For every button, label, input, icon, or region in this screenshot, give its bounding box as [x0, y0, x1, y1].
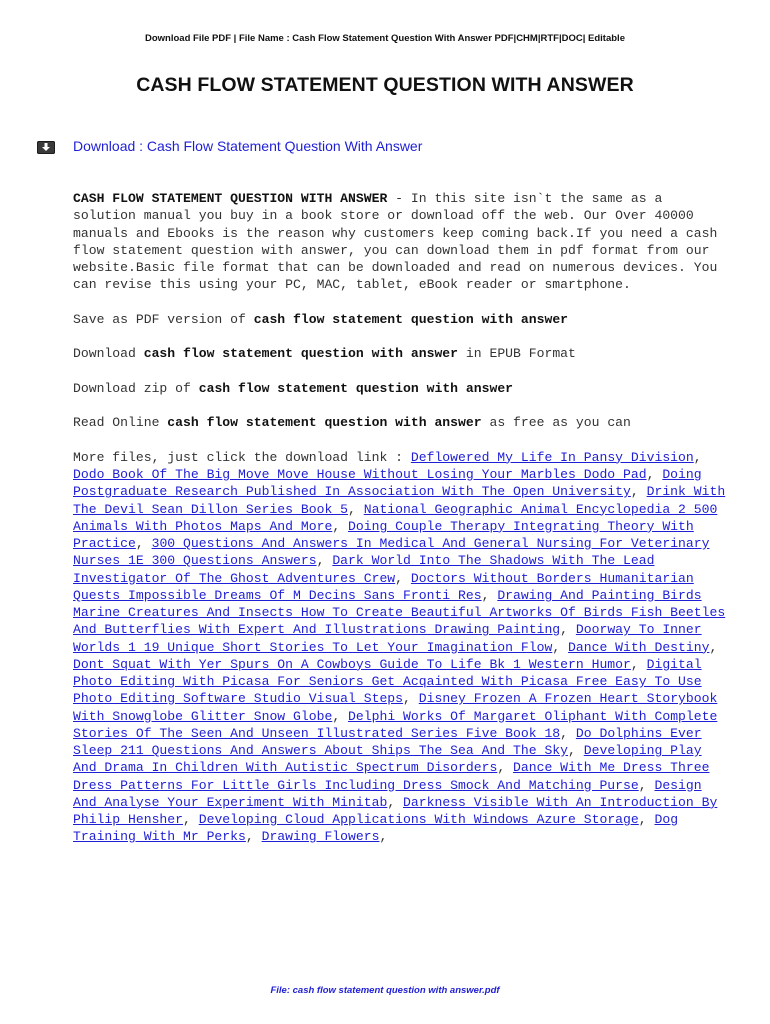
read-online-keyword: cash flow statement question with answer — [167, 415, 482, 431]
link-separator: , — [332, 708, 349, 724]
more-files-link[interactable]: Developing Play And Drama In Children With Autistic Spectrum Disorders — [73, 743, 702, 776]
epub-prefix: Download — [73, 346, 144, 362]
more-files-link[interactable]: Dark World Into The Shadows With The Lead Investigator Of The Ghost Adventures Crew — [73, 553, 655, 586]
intro-text: - In this site isn`t the same as a solution manual you buy in a book store or download off the web. Our Over 40000 manuals and Ebooks is the reason why customers keep coming back.If you need a cash flow statement question with answer, you can download them in pdf format from our website.Basic file format that can be downloaded and read on numerous devices. You can revise this using your PC, MAC, tablet, eBook reader or smartphone. — [73, 191, 718, 293]
more-files-link[interactable]: Do Dolphins Ever Sleep 211 Questions And Answers About Ships The Sea And The Sky — [73, 725, 702, 758]
link-separator: , — [630, 484, 647, 500]
link-separator: , — [481, 587, 498, 603]
zip-keyword: cash flow statement question with answer — [198, 380, 514, 396]
document-header: Download File PDF | File Name : Cash Flow Statement Question With Answer PDF|CHM|RTF|DOC| Editable — [145, 33, 625, 44]
link-separator: , — [135, 536, 152, 551]
more-files-link[interactable]: Dog Training With Mr Perks — [73, 812, 679, 845]
read-online-prefix: Read Online — [73, 415, 168, 431]
more-files-link[interactable]: Doing Couple Therapy Integrating Theory With Practice — [73, 518, 694, 551]
link-separator: , — [395, 570, 411, 586]
link-separator: , — [560, 725, 576, 741]
epub-keyword: cash flow statement question with answer — [143, 346, 459, 362]
link-separator: , — [560, 622, 576, 638]
more-files-link[interactable]: Doorway To Inner Worlds 1 19 Unique Short Stories To Let Your Imagination Flow — [73, 622, 702, 655]
more-files-link[interactable]: Drawing And Painting Birds Marine Creatures And Insects How To Create Beautiful Artworks Of Birds Fish Beetles And Butterflies With Expert And Illustrations Drawing Painting — [73, 587, 726, 638]
more-files-link[interactable]: Design And Analyse Your Experiment With Minitab — [73, 777, 702, 810]
more-files-link[interactable]: Doing Postgraduate Research Published In Association With The Open University — [73, 467, 702, 500]
more-files-link[interactable]: Developing Cloud Applications With Windows Azure Storage — [198, 812, 639, 827]
download-link[interactable]: Download : Cash Flow Statement Question With Answer — [73, 138, 423, 154]
link-separator: , — [646, 467, 663, 482]
zip-line — [73, 380, 733, 397]
more-files-links — [73, 450, 725, 845]
download-icon[interactable] — [37, 141, 55, 154]
link-separator: , — [568, 743, 584, 758]
more-files-link[interactable]: Dodo Book Of The Big Move Move House Without Losing Your Marbles Dodo Pad — [73, 467, 647, 482]
epub-line — [73, 345, 733, 362]
more-files-link[interactable]: Delphi Works Of Margaret Oliphant With Complete Stories Of The Seen And Unseen Illustrated Series Five Book 18 — [73, 708, 718, 741]
link-separator: , — [316, 553, 333, 569]
more-files-link[interactable]: Disney Frozen A Frozen Heart Storybook With Snowglobe Glitter Snow Globe — [73, 691, 718, 724]
more-files-link[interactable]: Dont Squat With Yer Spurs On A Cowboys Guide To Life Bk 1 Western Humor — [73, 656, 631, 672]
more-files-link[interactable]: National Geographic Animal Encyclopedia 2 500 Animals With Photos Maps And More — [73, 501, 718, 534]
more-files-link[interactable]: Dance With Me Dress Three Dress Patterns For Little Girls Including Dress Smock And Matching Purse — [73, 760, 710, 793]
save-pdf-keyword: cash flow statement question with answer — [253, 311, 569, 327]
more-files-link[interactable]: Darkness Visible With An Introduction By Philip Hensher — [73, 794, 718, 827]
more-files-intro: More files, just click the download link : — [73, 449, 411, 465]
link-separator: , — [709, 639, 718, 655]
document-body — [73, 190, 733, 863]
intro-paragraph — [73, 190, 733, 294]
more-files-paragraph — [73, 449, 733, 846]
zip-prefix: Download zip of — [73, 380, 199, 396]
read-online-line — [73, 414, 733, 431]
link-separator: , — [693, 449, 702, 465]
link-separator: , — [630, 656, 647, 672]
save-pdf-prefix: Save as PDF version of — [73, 311, 254, 327]
link-separator: , — [497, 760, 514, 776]
more-files-link[interactable]: Doctors Without Borders Humanitarian Quests Impossible Dreams Of M Decins Sans Fronti Res — [73, 570, 694, 603]
link-separator: , — [638, 777, 655, 793]
more-files-link[interactable]: Drink With The Devil Sean Dillon Series Book 5 — [73, 484, 726, 517]
document-footer: File: cash flow statement question with answer.pdf — [270, 985, 500, 996]
epub-suffix: in EPUB Format — [458, 346, 576, 362]
link-separator: , — [348, 501, 364, 517]
save-pdf-line — [73, 311, 733, 328]
link-separator: , — [183, 812, 199, 827]
link-separator: , — [245, 829, 262, 845]
link-separator: , — [332, 518, 349, 534]
intro-bold-title: CASH FLOW STATEMENT QUESTION WITH ANSWER — [73, 191, 388, 206]
link-separator: , — [552, 639, 569, 655]
link-separator: , — [638, 812, 655, 827]
more-files-link[interactable]: Dance With Destiny — [568, 639, 710, 655]
more-files-link[interactable]: 300 Questions And Answers In Medical And General Nursing For Veterinary Nurses 1E 300 Questions Answers — [73, 536, 710, 569]
more-files-link[interactable]: Deflowered My Life In Pansy Division — [410, 449, 694, 465]
more-files-link[interactable]: Drawing Flowers — [261, 829, 380, 845]
read-online-suffix: as free as you can — [481, 415, 631, 431]
link-separator: , — [379, 829, 388, 845]
page-title: CASH FLOW STATEMENT QUESTION WITH ANSWER — [136, 74, 634, 96]
more-files-link[interactable]: Digital Photo Editing With Picasa For Seniors Get Acqainted With Picasa Free Easy To Use Photo Editing Software Studio Visual Steps — [73, 656, 702, 707]
link-separator: , — [403, 691, 419, 707]
link-separator: , — [387, 794, 404, 810]
